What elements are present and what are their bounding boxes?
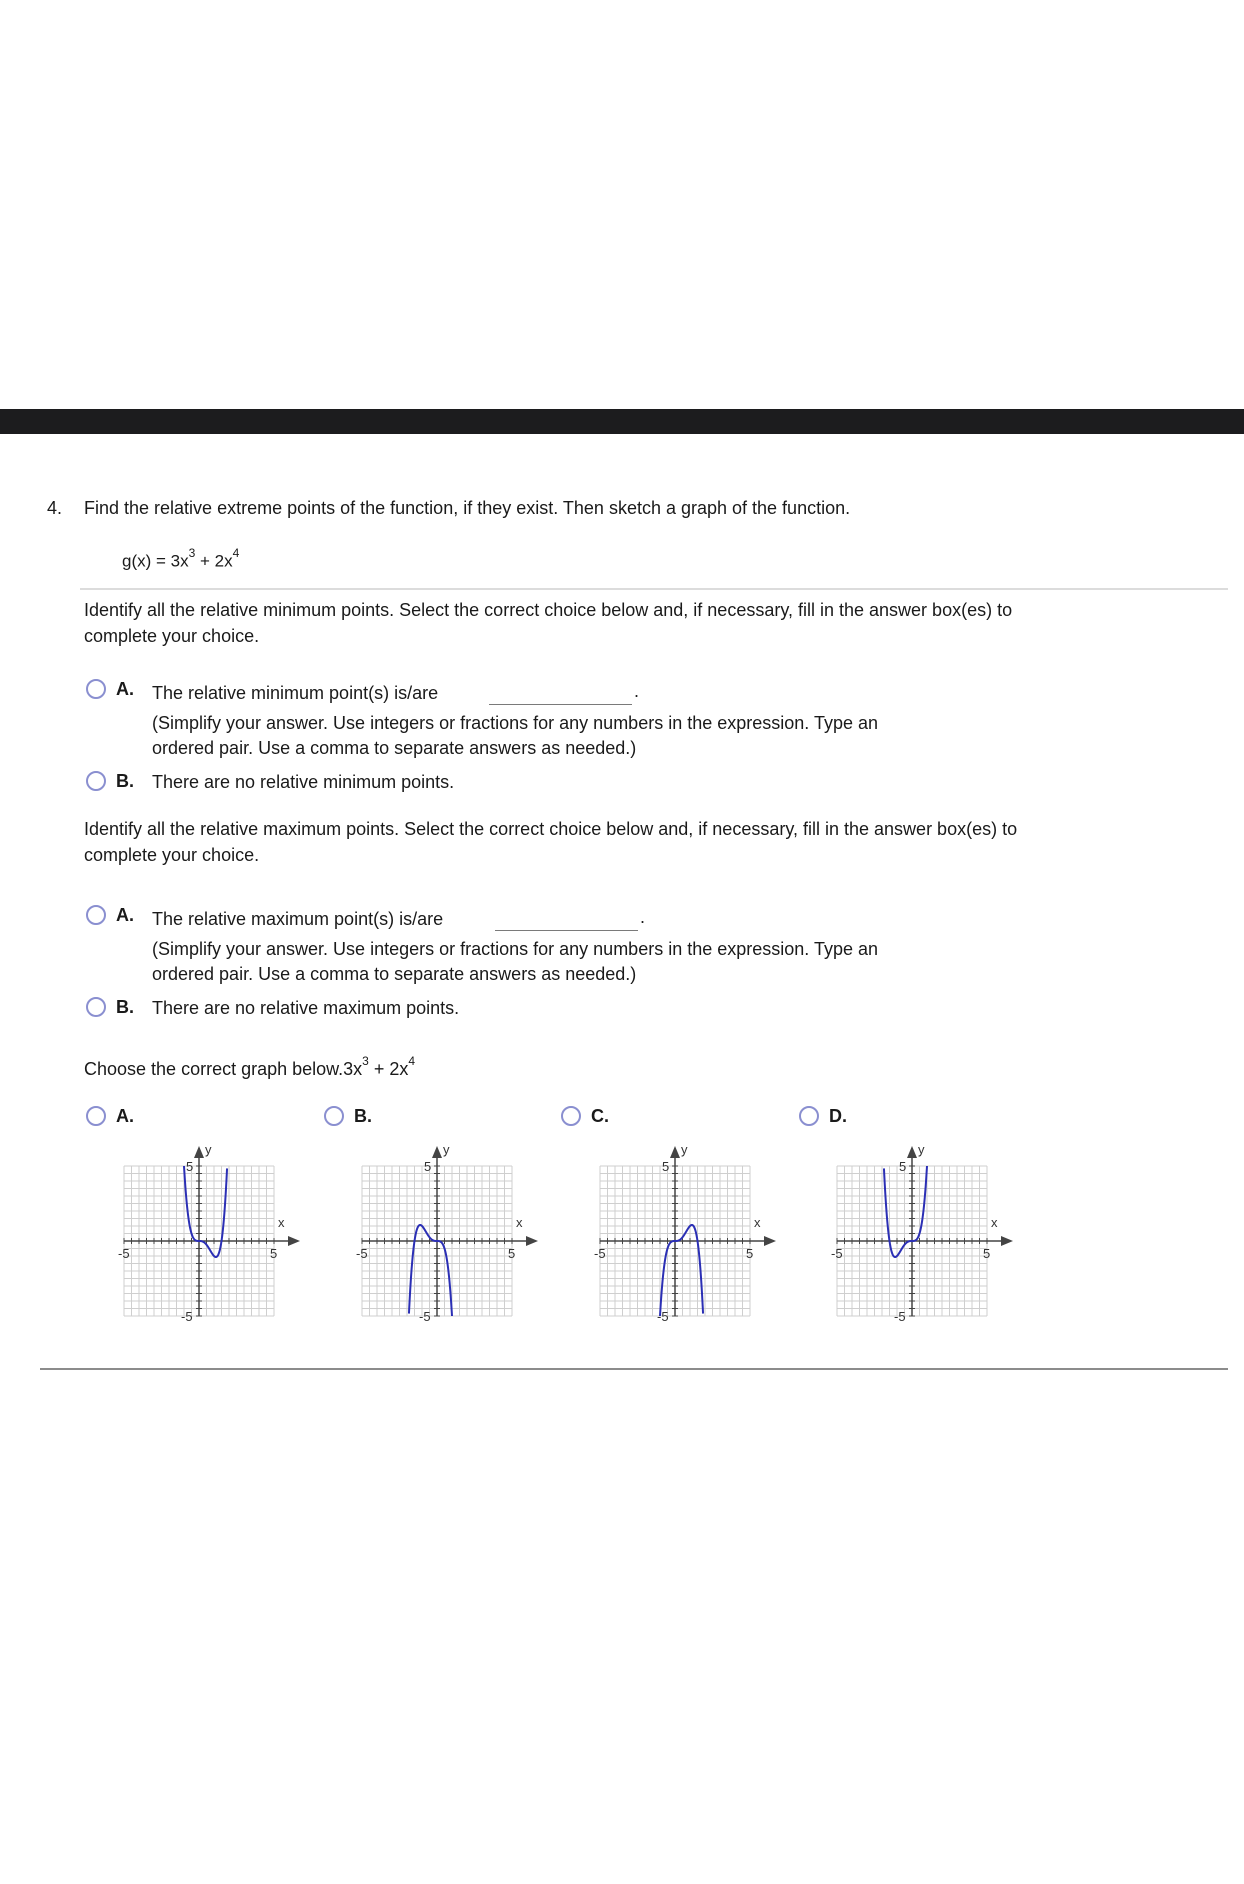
- max-instruction: Identify all the relative maximum points. Select the correct choice below and, if necessary, fill in the answer box(es) to complete your choice.: [84, 819, 1018, 865]
- svg-text:-5: -5: [356, 1246, 368, 1261]
- question-number: 4.: [47, 498, 63, 518]
- max-choice-b-text: There are no relative maximum points.: [152, 998, 460, 1018]
- svg-text:5: 5: [746, 1246, 754, 1261]
- graph-a[interactable]: [104, 1136, 294, 1326]
- min-choice-a-hint-2: ordered pair. Use a comma to separate answers as needed.): [152, 738, 637, 758]
- min-choice-a-radio[interactable]: [86, 679, 106, 699]
- graph-c-radio[interactable]: [561, 1106, 581, 1126]
- min-choice-b-text: There are no relative minimum points.: [152, 772, 455, 792]
- max-answer-input[interactable]: [495, 909, 638, 931]
- divider: [80, 588, 1228, 590]
- svg-text:5: 5: [424, 1159, 432, 1174]
- svg-text:y: y: [918, 1142, 925, 1157]
- min-choice-b-radio[interactable]: [86, 771, 106, 791]
- bottom-divider: [40, 1368, 1228, 1370]
- svg-text:5: 5: [662, 1159, 670, 1174]
- svg-text:x: x: [991, 1215, 998, 1230]
- svg-text:y: y: [681, 1142, 688, 1157]
- question-prompt: Find the relative extreme points of the function, if they exist. Then sketch a graph of the function.: [84, 498, 851, 518]
- max-choice-b-letter: B.: [116, 997, 134, 1017]
- graph-b[interactable]: [342, 1136, 532, 1326]
- max-period: .: [640, 907, 646, 927]
- graph-d[interactable]: [817, 1136, 1007, 1326]
- svg-text:5: 5: [899, 1159, 907, 1174]
- svg-text:-5: -5: [181, 1309, 193, 1324]
- min-choice-a-hint-1: (Simplify your answer. Use integers or fractions for any numbers in the expression. Type an: [152, 713, 879, 733]
- svg-text:y: y: [205, 1142, 212, 1157]
- svg-text:x: x: [516, 1215, 523, 1230]
- graph-plot: [817, 1136, 1017, 1336]
- graph-b-letter: B.: [354, 1106, 372, 1126]
- svg-text:5: 5: [508, 1246, 516, 1261]
- svg-text:5: 5: [186, 1159, 194, 1174]
- graph-a-letter: A.: [116, 1106, 134, 1126]
- graph-plot: [342, 1136, 542, 1336]
- graph-b-radio[interactable]: [324, 1106, 344, 1126]
- max-choice-a-hint-2: ordered pair. Use a comma to separate answers as needed.): [152, 964, 637, 984]
- min-choice-a-text: The relative minimum point(s) is/are: [152, 683, 439, 703]
- max-choice-a-hint-1: (Simplify your answer. Use integers or fractions for any numbers in the expression. Type an: [152, 939, 879, 959]
- max-choice-a-letter: A.: [116, 905, 134, 925]
- svg-text:x: x: [278, 1215, 285, 1230]
- svg-text:x: x: [754, 1215, 761, 1230]
- min-choice-a-letter: A.: [116, 679, 134, 699]
- svg-text:-5: -5: [657, 1309, 669, 1324]
- min-instruction: Identify all the relative minimum points. Select the correct choice below and, if necessary, fill in the answer box(es) to complete your choice.: [84, 600, 1013, 646]
- svg-text:5: 5: [270, 1246, 278, 1261]
- graph-c[interactable]: [580, 1136, 770, 1326]
- graph-plot: [580, 1136, 780, 1336]
- svg-text:-5: -5: [118, 1246, 130, 1261]
- graph-d-radio[interactable]: [799, 1106, 819, 1126]
- graph-c-letter: C.: [591, 1106, 609, 1126]
- max-choice-b-radio[interactable]: [86, 997, 106, 1017]
- top-bar: [0, 409, 1244, 434]
- max-choice-a-radio[interactable]: [86, 905, 106, 925]
- graph-d-letter: D.: [829, 1106, 847, 1126]
- svg-text:-5: -5: [894, 1309, 906, 1324]
- svg-text:y: y: [443, 1142, 450, 1157]
- svg-text:5: 5: [983, 1246, 991, 1261]
- graph-prompt: Choose the correct graph $below.3x^3 + 2x^4$: [84, 1054, 416, 1079]
- svg-text:-5: -5: [419, 1309, 431, 1324]
- max-choice-a-text: The relative maximum point(s) is/are: [152, 909, 444, 929]
- svg-text:-5: -5: [831, 1246, 843, 1261]
- graph-a-radio[interactable]: [86, 1106, 106, 1126]
- min-period: .: [634, 681, 640, 701]
- svg-text:-5: -5: [594, 1246, 606, 1261]
- graph-plot: [104, 1136, 304, 1336]
- min-answer-input[interactable]: [489, 683, 632, 705]
- min-choice-b-letter: B.: [116, 771, 134, 791]
- function-expression: $g(x) = 3x^3 + 2x^4$: [122, 546, 240, 571]
